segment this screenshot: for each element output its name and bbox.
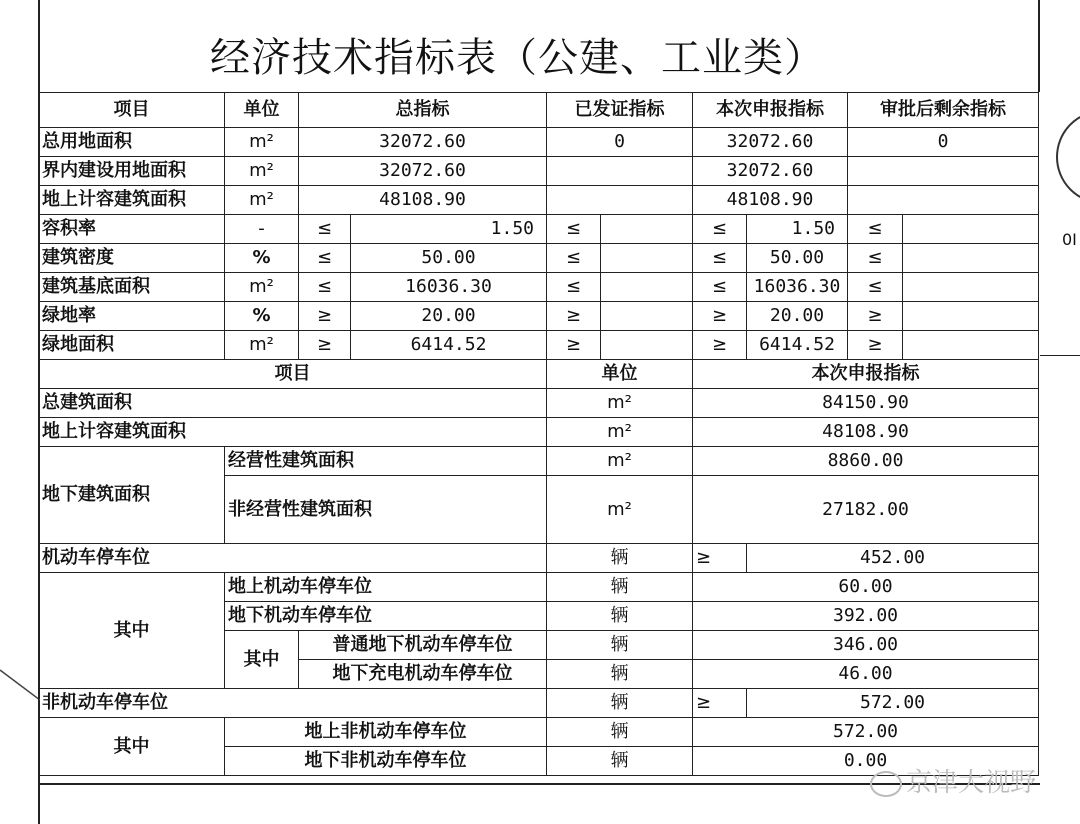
row-label: 机动车停车位 (39, 544, 547, 573)
table-row (39, 215, 1039, 244)
row-op: ≤ (299, 215, 351, 244)
table-row (39, 331, 1039, 360)
row-unit: - (225, 215, 299, 244)
row-total: 16036.30 (351, 273, 547, 302)
row-unit: m² (547, 418, 693, 447)
row-value: 346.00 (693, 631, 1039, 660)
table-row (39, 302, 1039, 331)
row-label: 容积率 (39, 215, 225, 244)
row-label: 地上计容建筑面积 (39, 418, 547, 447)
row-total: 50.00 (351, 244, 547, 273)
row-certified (547, 186, 693, 215)
row-op: ≥ (547, 331, 601, 360)
row-certified (601, 273, 693, 302)
row-unit: m² (225, 186, 299, 215)
row-value: 48108.90 (693, 418, 1039, 447)
row-unit: m² (547, 447, 693, 476)
table-row (39, 273, 1039, 302)
row-op: ≤ (547, 215, 601, 244)
row-op: ≥ (848, 331, 903, 360)
watermark-text: 京津大视野 (906, 768, 1037, 798)
row-label: 界内建设用地面积 (39, 157, 225, 186)
row-op: ≤ (547, 244, 601, 273)
row-op: ≤ (547, 273, 601, 302)
row-total: 48108.90 (299, 186, 547, 215)
row-label: 地上计容建筑面积 (39, 186, 225, 215)
table-row (39, 544, 1039, 573)
col-certified: 已发证指标 (547, 93, 693, 128)
row-unit: 辆 (547, 718, 693, 747)
table-row (39, 689, 1039, 718)
watermark (870, 762, 1036, 799)
row-label: 经营性建筑面积 (225, 447, 547, 476)
table-row (39, 447, 1039, 476)
row-op: ≤ (693, 273, 747, 302)
row-unit: m² (547, 476, 693, 544)
indicator-table (38, 92, 1039, 776)
col-unit: 单位 (225, 93, 299, 128)
row-unit: 辆 (547, 544, 693, 573)
motor-sub-label: 其中 (39, 573, 225, 689)
row-op: ≥ (299, 302, 351, 331)
row-op: ≤ (299, 244, 351, 273)
page-title: 经济技术指标表（公建、工业类） (210, 35, 825, 81)
row-value: 572.00 (693, 718, 1039, 747)
row-total: 32072.60 (299, 128, 547, 157)
row-value: 572.00 (747, 689, 1039, 718)
row-op: ≤ (848, 215, 903, 244)
row-certified: 0 (547, 128, 693, 157)
frame-right (1038, 0, 1040, 92)
row-op: ≥ (693, 689, 747, 718)
table-row (39, 718, 1039, 747)
table-row (39, 157, 1039, 186)
underground-label: 地下建筑面积 (39, 447, 225, 544)
row-current: 32072.60 (693, 157, 848, 186)
row-op: ≥ (693, 331, 747, 360)
table-row (39, 418, 1039, 447)
left-fragment (0, 660, 40, 720)
s2-col-item: 项目 (39, 360, 547, 389)
row-op: ≥ (547, 302, 601, 331)
row-value: 46.00 (693, 660, 1039, 689)
row-remaining (903, 273, 1039, 302)
row-unit: m² (225, 273, 299, 302)
side-line (1040, 355, 1080, 356)
row-label: 非经营性建筑面积 (225, 476, 547, 544)
row-op: ≤ (693, 215, 747, 244)
table-row (39, 128, 1039, 157)
row-value: 0.00 (693, 747, 1039, 776)
under-sub-label: 其中 (225, 631, 299, 689)
row-label: 建筑密度 (39, 244, 225, 273)
row-unit: m² (547, 389, 693, 418)
row-op: ≥ (693, 302, 747, 331)
row-unit: 辆 (547, 631, 693, 660)
row-value: 60.00 (693, 573, 1039, 602)
row-value: 84150.90 (693, 389, 1039, 418)
row-current: 6414.52 (747, 331, 848, 360)
header-row (39, 93, 1039, 128)
table-row (39, 244, 1039, 273)
row-unit: % (225, 302, 299, 331)
nonmotor-sub-label: 其中 (39, 718, 225, 776)
s2-col-current: 本次申报指标 (693, 360, 1039, 389)
chat-icon (870, 771, 902, 797)
row-unit: 辆 (547, 689, 693, 718)
row-remaining (903, 302, 1039, 331)
table-row (39, 573, 1039, 602)
row-certified (601, 302, 693, 331)
row-unit: 辆 (547, 660, 693, 689)
row-label: 总用地面积 (39, 128, 225, 157)
row-certified (601, 215, 693, 244)
row-unit: 辆 (547, 747, 693, 776)
row-certified (601, 244, 693, 273)
row-current: 48108.90 (693, 186, 848, 215)
row-total: 20.00 (351, 302, 547, 331)
row-unit: m² (225, 331, 299, 360)
row-value: 27182.00 (693, 476, 1039, 544)
row-unit: m² (225, 128, 299, 157)
row-total: 1.50 (351, 215, 547, 244)
side-text: 0I (1062, 230, 1077, 249)
s2-col-unit: 单位 (547, 360, 693, 389)
row-unit: m² (225, 157, 299, 186)
row-current: 20.00 (747, 302, 848, 331)
row-op: ≥ (848, 302, 903, 331)
row-op: ≥ (693, 544, 747, 573)
row-remaining (903, 215, 1039, 244)
row-label: 地下机动车停车位 (225, 602, 547, 631)
row-remaining (848, 186, 1039, 215)
row-label: 普通地下机动车停车位 (299, 631, 547, 660)
row-label: 地上非机动车停车位 (225, 718, 547, 747)
row-value: 392.00 (693, 602, 1039, 631)
row-remaining: 0 (848, 128, 1039, 157)
col-remaining: 审批后剩余指标 (848, 93, 1039, 128)
row-op: ≤ (848, 273, 903, 302)
row-remaining (903, 331, 1039, 360)
col-total: 总指标 (299, 93, 547, 128)
row-current: 50.00 (747, 244, 848, 273)
row-op: ≤ (299, 273, 351, 302)
row-current: 1.50 (747, 215, 848, 244)
row-certified (547, 157, 693, 186)
table-row (39, 389, 1039, 418)
row-value: 8860.00 (693, 447, 1039, 476)
row-label: 地上机动车停车位 (225, 573, 547, 602)
col-item: 项目 (39, 93, 225, 128)
row-remaining (903, 244, 1039, 273)
row-label: 非机动车停车位 (39, 689, 547, 718)
row-op: ≤ (848, 244, 903, 273)
section2-header-row (39, 360, 1039, 389)
row-total: 6414.52 (351, 331, 547, 360)
row-label: 地下充电机动车停车位 (299, 660, 547, 689)
row-label: 建筑基底面积 (39, 273, 225, 302)
row-current: 16036.30 (747, 273, 848, 302)
table-row (39, 186, 1039, 215)
row-unit: 辆 (547, 573, 693, 602)
row-certified (601, 331, 693, 360)
row-label: 绿地率 (39, 302, 225, 331)
row-op: ≥ (299, 331, 351, 360)
row-label: 地下非机动车停车位 (225, 747, 547, 776)
side-circle (1056, 110, 1080, 204)
row-remaining (848, 157, 1039, 186)
row-unit: 辆 (547, 602, 693, 631)
row-label: 总建筑面积 (39, 389, 547, 418)
row-current: 32072.60 (693, 128, 848, 157)
row-unit: % (225, 244, 299, 273)
row-label: 绿地面积 (39, 331, 225, 360)
col-current: 本次申报指标 (693, 93, 848, 128)
row-value: 452.00 (747, 544, 1039, 573)
row-op: ≤ (693, 244, 747, 273)
row-total: 32072.60 (299, 157, 547, 186)
